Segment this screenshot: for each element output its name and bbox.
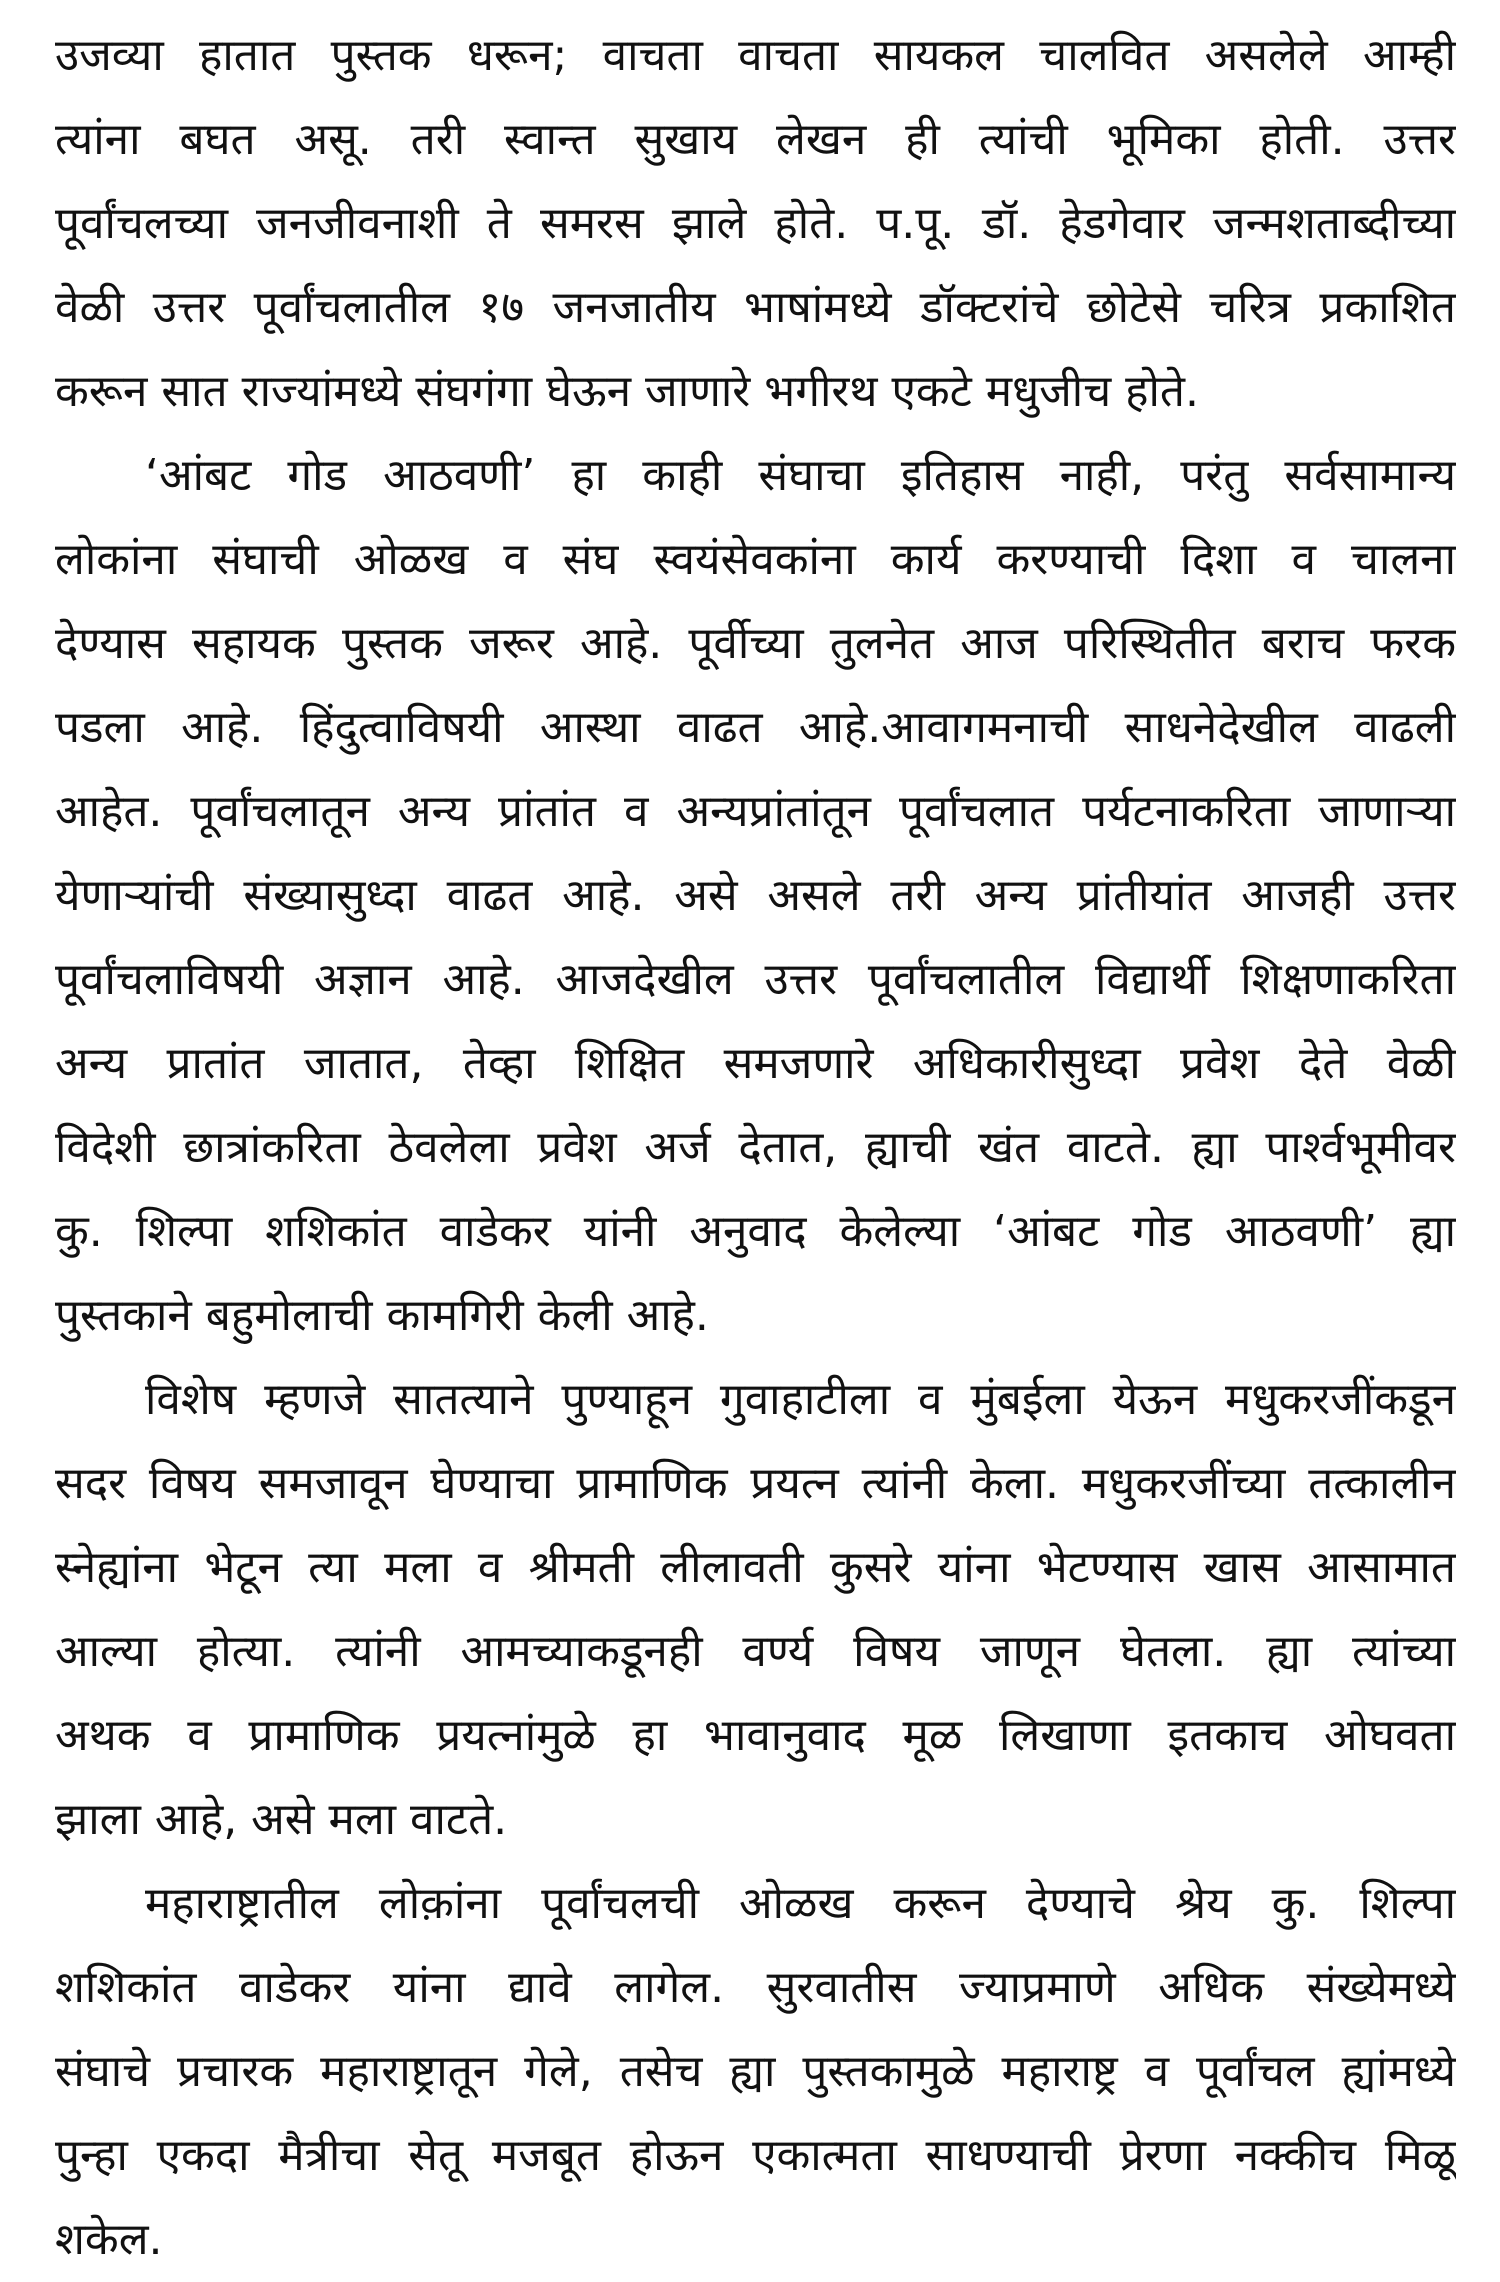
text-line: अथक व प्रामाणिक प्रयत्नांमुळे हा भावानुवाद मूळ लिखाणा इतकाच ओघवता	[55, 1710, 1456, 1761]
text-line: त्यांना बघत असू. तरी स्वान्त सुखाय लेखन ही त्यांची भूमिका होती. उत्तर	[55, 114, 1456, 165]
paragraph-2	[55, 434, 1456, 1358]
text-line: स्नेह्यांना भेटून त्या मला व श्रीमती लीलावती कुसरे यांना भेटण्यास खास आसामात	[55, 1542, 1456, 1593]
text-line: सदर विषय समजावून घेण्याचा प्रामाणिक प्रयत्न त्यांनी केला. मधुकरजींच्या तत्कालीन	[55, 1458, 1456, 1509]
text-line: उजव्या हातात पुस्तक धरून; वाचता वाचता सायकल चालवित असलेले आम्ही	[55, 30, 1456, 81]
text-line: विदेशी छात्रांकरिता ठेवलेला प्रवेश अर्ज देतात, ह्याची खंत वाटते. ह्या पार्श्वभूमीवर	[55, 1122, 1456, 1173]
text-line: कु. शिल्पा शशिकांत वाडेकर यांनी अनुवाद केलेल्या ‘आंबट गोड आठवणी’ ह्या	[55, 1206, 1456, 1257]
text-line: करून सात राज्यांमध्ये संघगंगा घेऊन जाणारे भगीरथ एकटे मधुजीच होते.	[55, 366, 1199, 417]
text-line: येणाऱ्यांची संख्यासुध्दा वाढत आहे. असे असले तरी अन्य प्रांतीयांत आजही उत्तर	[55, 870, 1456, 921]
text-line: झाला आहे, असे मला वाटते.	[55, 1794, 508, 1845]
text-line: शकेल.	[55, 2214, 163, 2265]
paragraph-4	[55, 1862, 1456, 2282]
text-line: पुन्हा एकदा मैत्रीचा सेतू मजबूत होऊन एकात्मता साधण्याची प्रेरणा नक्कीच मिळू	[55, 2130, 1456, 2181]
text-line: महाराष्ट्रातील लोक़ांना पूर्वांचलची ओळख करून देण्याचे श्रेय कु. शिल्पा	[145, 1878, 1456, 1929]
text-line: देण्यास सहायक पुस्तक जरूर आहे. पूर्वीच्या तुलनेत आज परिस्थितीत बराच फरक	[55, 618, 1456, 669]
text-line: पुस्तकाने बहुमोलाची कामगिरी केली आहे.	[55, 1290, 709, 1341]
text-line: पडला आहे. हिंदुत्वाविषयी आस्था वाढत आहे.आवागमनाची साधनेदेखील वाढली	[55, 702, 1456, 753]
text-line: ‘आंबट गोड आठवणी’ हा काही संघाचा इतिहास नाही, परंतु सर्वसामान्य	[145, 450, 1456, 501]
text-line: आहेत. पूर्वांचलातून अन्य प्रांतांत व अन्यप्रांतांतून पूर्वांचलात पर्यटनाकरिता जाणाऱ्या	[55, 786, 1456, 837]
text-line: शशिकांत वाडेकर यांना द्यावे लागेल. सुरवातीस ज्याप्रमाणे अधिक संख्येमध्ये	[55, 1962, 1456, 2013]
text-line: अन्य प्रातांत जातात, तेव्हा शिक्षित समजणारे अधिकारीसुध्दा प्रवेश देते वेळी	[55, 1038, 1456, 1089]
text-line: संघाचे प्रचारक महाराष्ट्रातून गेले, तसेच ह्या पुस्तकामुळे महाराष्ट्र व पूर्वांचल ह्यांमध्ये	[55, 2046, 1456, 2097]
text-line: लोकांना संघाची ओळख व संघ स्वयंसेवकांना कार्य करण्याची दिशा व चालना	[55, 534, 1456, 585]
paragraph-1	[55, 14, 1456, 434]
text-line: आल्या होत्या. त्यांनी आमच्याकडूनही वर्ण्य विषय जाणून घेतला. ह्या त्यांच्या	[55, 1626, 1456, 1677]
paragraph-3	[55, 1358, 1456, 1862]
text-line: वेळी उत्तर पूर्वांचलातील १७ जनजातीय भाषांमध्ये डॉक्टरांचे छोटेसे चरित्र प्रकाशित	[55, 282, 1456, 333]
text-line: पूर्वांचलाविषयी अज्ञान आहे. आजदेखील उत्तर पूर्वांचलातील विद्यार्थी शिक्षणाकरिता	[55, 954, 1456, 1005]
text-line: पूर्वांचलच्या जनजीवनाशी ते समरस झाले होते. प.पू. डॉ. हेडगेवार जन्मशताब्दीच्या	[55, 198, 1456, 249]
text-line: विशेष म्हणजे सातत्याने पुण्याहून गुवाहाटीला व मुंबईला येऊन मधुकरजींकडून	[145, 1374, 1456, 1425]
